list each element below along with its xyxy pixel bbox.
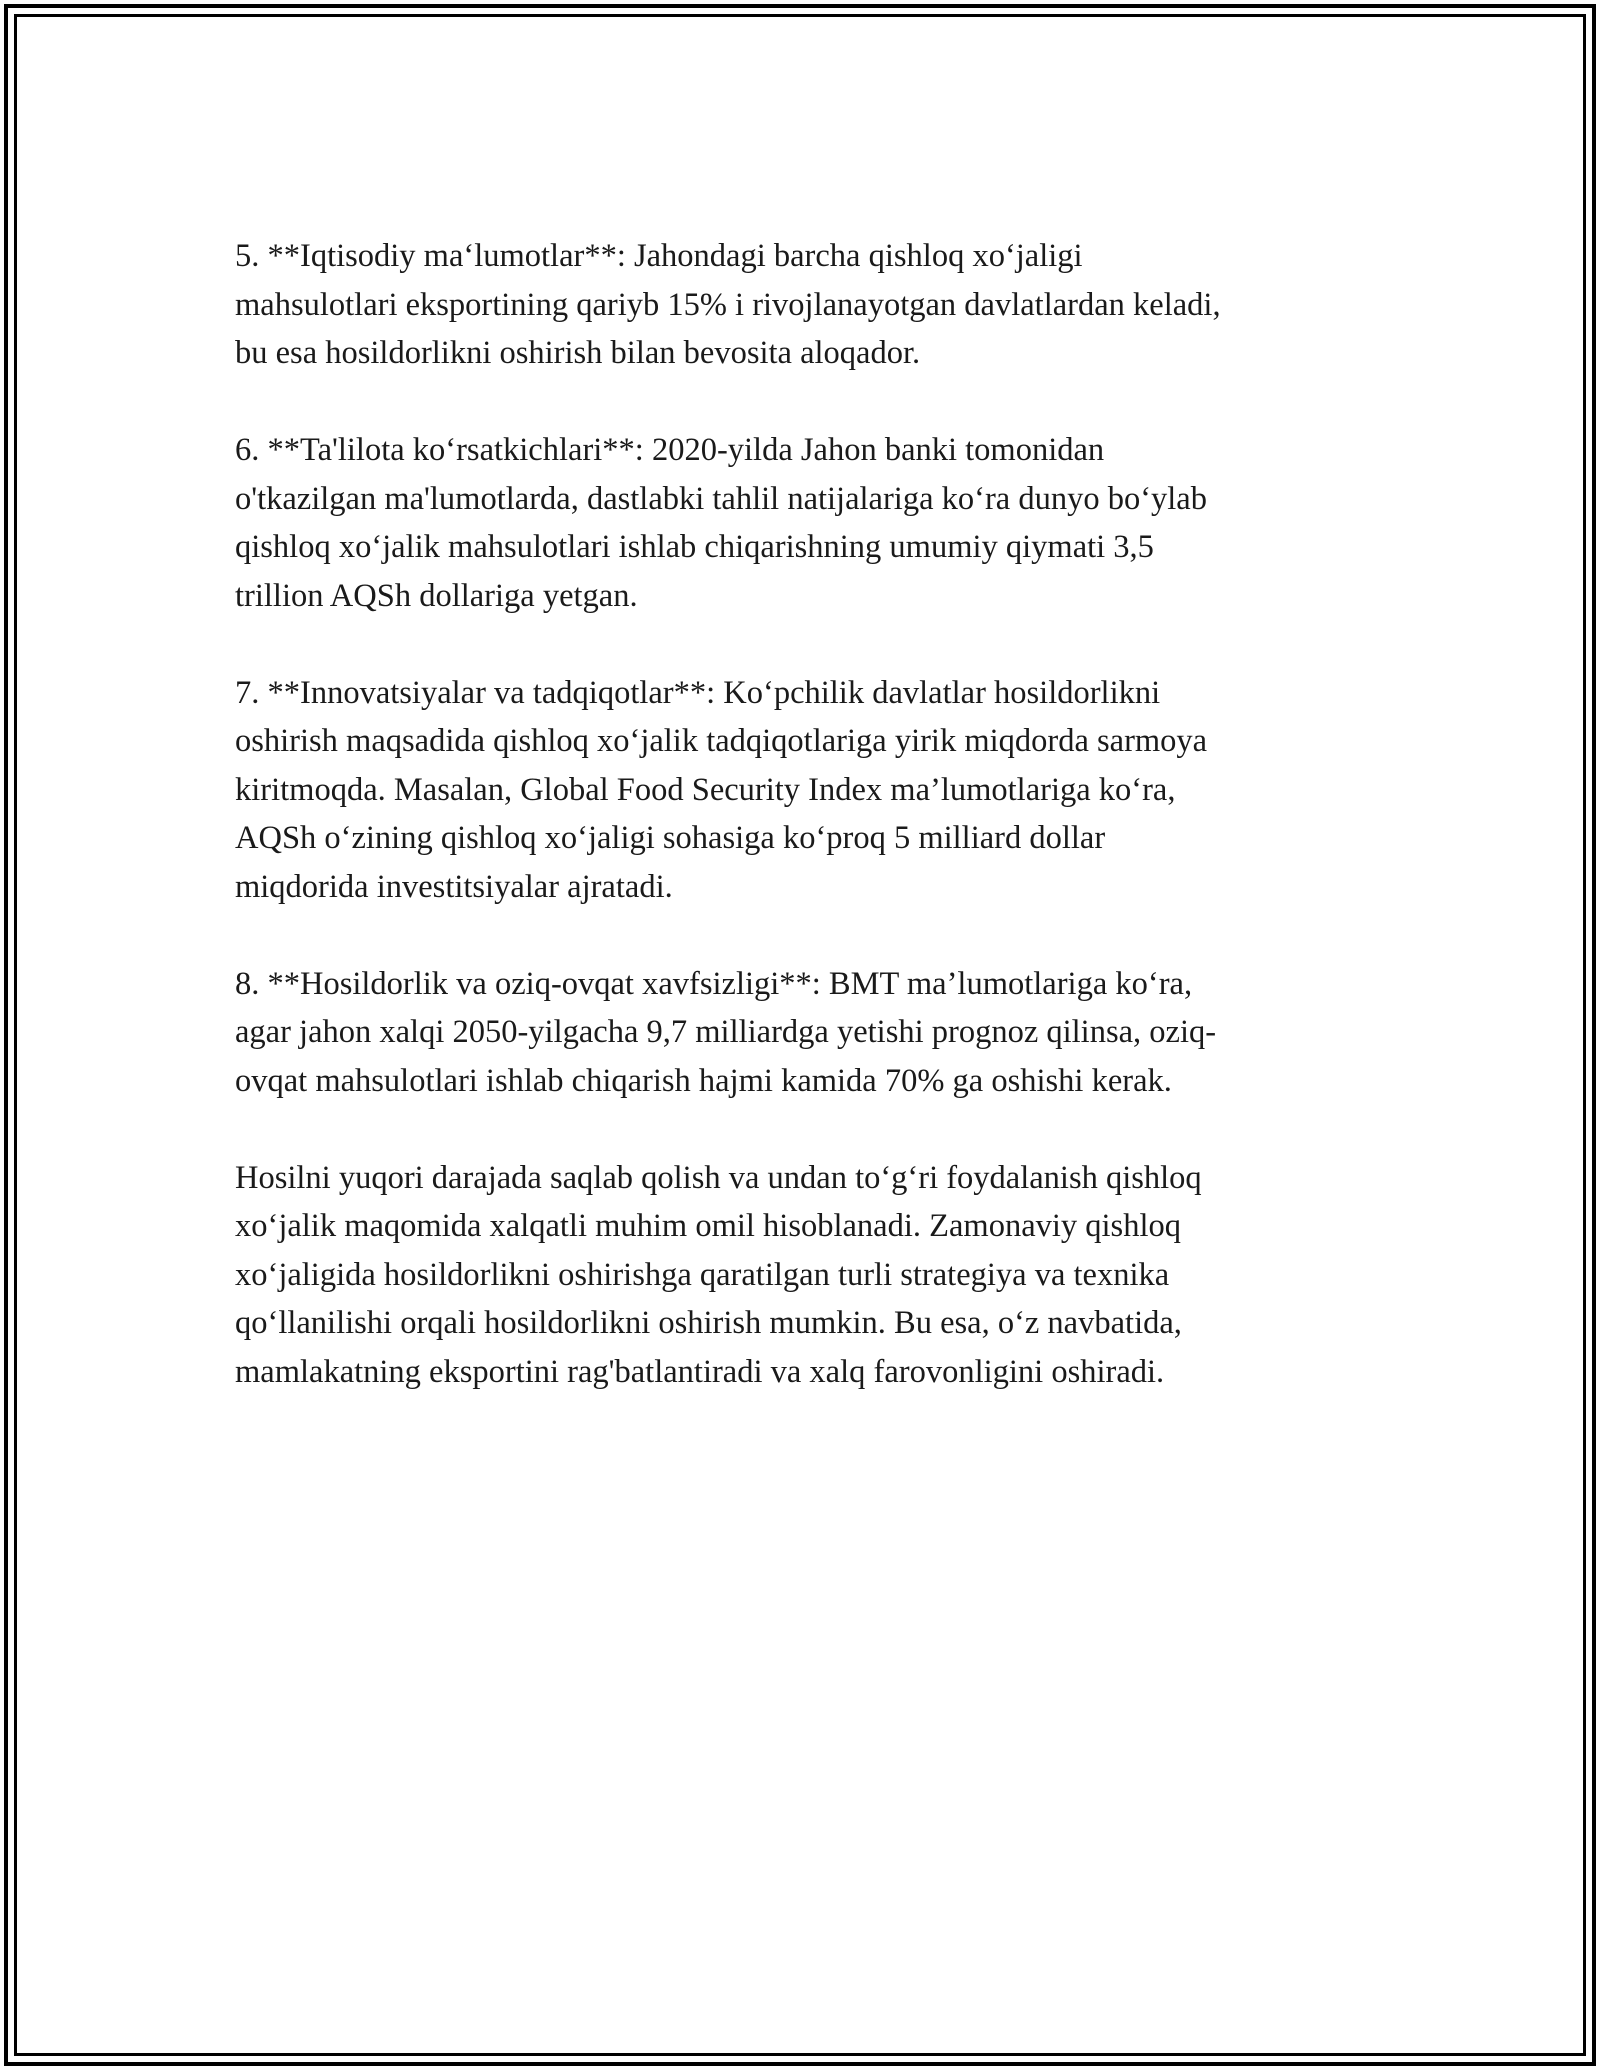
paragraph-food-security: 8. **Hosildorlik va oziq-ovqat xavfsizligi**: BMT ma’lumotlariga ko‘ra, agar jahon xalqi 2050-yilgacha 9,7 milliardga yetishi prognoz qilinsa, oziq- ovqat mahsulotlari ishlab chiqarish hajmi kamida 70% ga oshishi kerak. xyxy=(235,965,1217,1099)
paragraph-innovations: 7. **Innovatsiyalar va tadqiqotlar**: Ko‘pchilik davlatlar hosildorlikni oshirish maqsadida qishloq xo‘jalik tadqiqotlariga yirik miqdorda sarmoya kiritmoqda. Masalan, Global Food Security Index ma’lumotlariga ko‘ra, AQSh o‘zining qishloq xo‘jaligi sohasiga ko‘proq 5 milliard dollar miqdorida investitsiyalar ajratadi. xyxy=(235,674,1208,905)
paragraph-indicators: 6. **Ta'lilota ko‘rsatkichlari**: 2020-yilda Jahon banki tomonidan o'tkazilgan ma'lumotlarda, dastlabki tahlil natijalariga ko‘ra dunyo bo‘ylab qishloq xo‘jalik mahsulotlari ishlab chiqarishning umumiy qiymati 3,5 trillion AQSh dollariga yetgan. xyxy=(235,432,1207,614)
document-body xyxy=(235,232,1365,1445)
paragraph-economic-data: 5. **Iqtisodiy ma‘lumotlar**: Jahondagi barcha qishloq xo‘jaligi mahsulotlari eksportining qariyb 15% i rivojlanayotgan davlatlardan keladi, bu esa hosildorlikni oshirish bilan bevosita aloqador. xyxy=(235,238,1221,371)
paragraph-conclusion: Hosilni yuqori darajada saqlab qolish va undan to‘g‘ri foydalanish qishloq xo‘jalik maqomida xalqatli muhim omil hisoblanadi. Zamonaviy qishloq xo‘jaligida hosildorlikni oshirishga qaratilgan turli strategiya va texnika qo‘llanilishi orqali hosildorlikni oshirish mumkin. Bu esa, o‘z navbatida, mamlakatning eksportini rag'batlantiradi va xalq farovonligini oshiradi. xyxy=(235,1159,1202,1390)
